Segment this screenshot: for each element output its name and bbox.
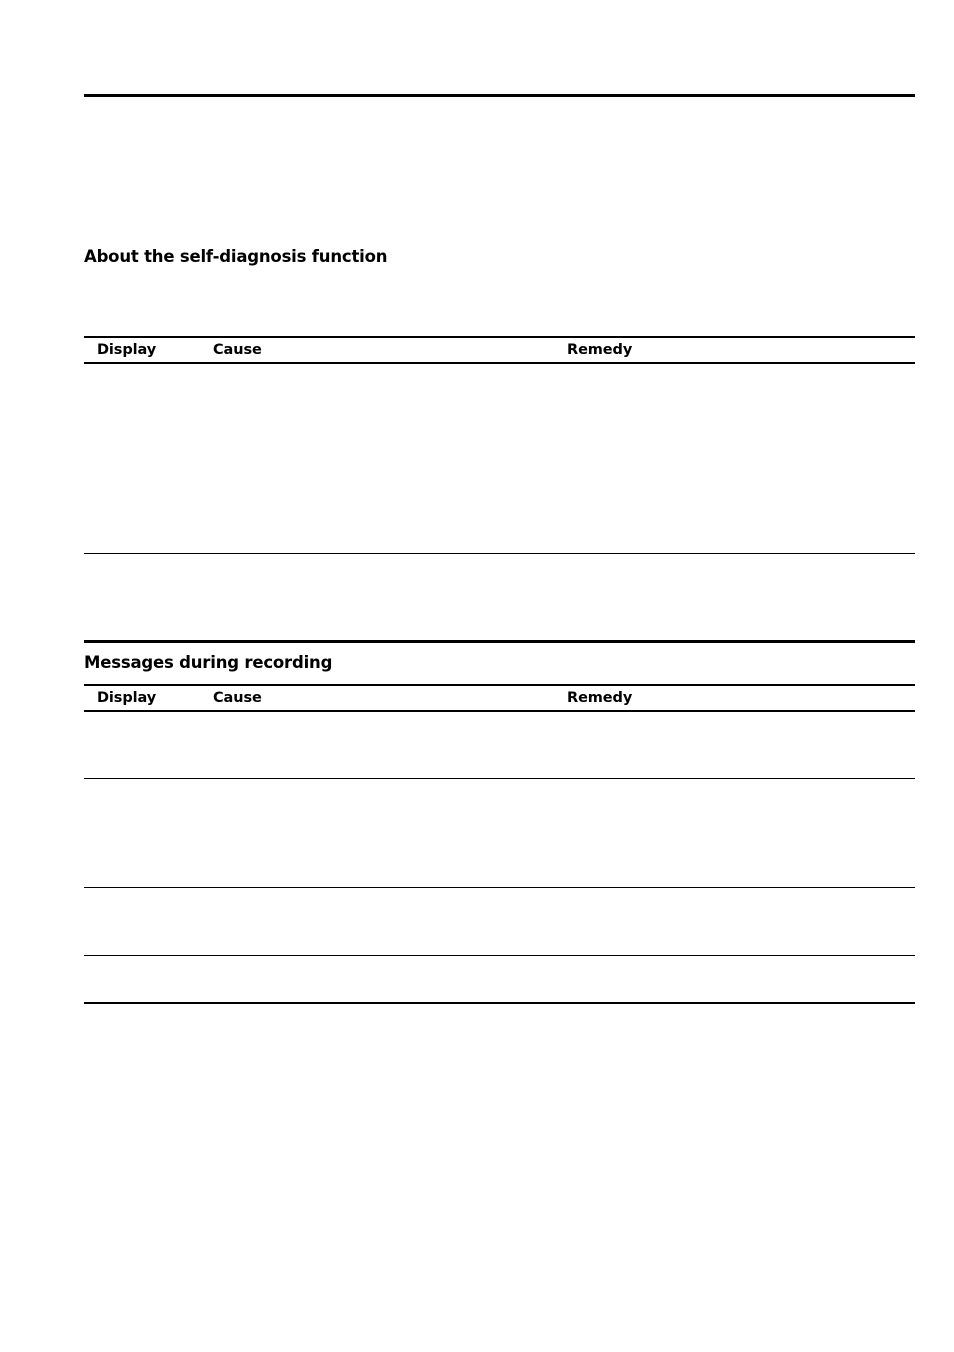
- page-top-rule: [84, 94, 915, 97]
- section-heading-messages-recording: Messages during recording: [84, 653, 333, 672]
- table2-bottom-rule: [84, 1002, 915, 1004]
- table-row-divider: [84, 887, 915, 888]
- section-heading-self-diagnosis: About the self-diagnosis function: [84, 247, 388, 266]
- table2-col-cause: Cause: [213, 690, 262, 706]
- table1-col-remedy: Remedy: [567, 342, 633, 358]
- table1-col-display: Display: [97, 342, 157, 358]
- table2-top-rule: [84, 684, 915, 686]
- table-row-divider: [84, 955, 915, 956]
- table1-col-cause: Cause: [213, 342, 262, 358]
- table1-bottom-rule: [84, 553, 915, 554]
- table1-top-rule: [84, 336, 915, 338]
- table1-header-rule: [84, 362, 915, 364]
- table2-header-rule: [84, 710, 915, 712]
- table2-col-remedy: Remedy: [567, 690, 633, 706]
- section2-top-rule: [84, 640, 915, 643]
- table-row-divider: [84, 778, 915, 779]
- table2-col-display: Display: [97, 690, 157, 706]
